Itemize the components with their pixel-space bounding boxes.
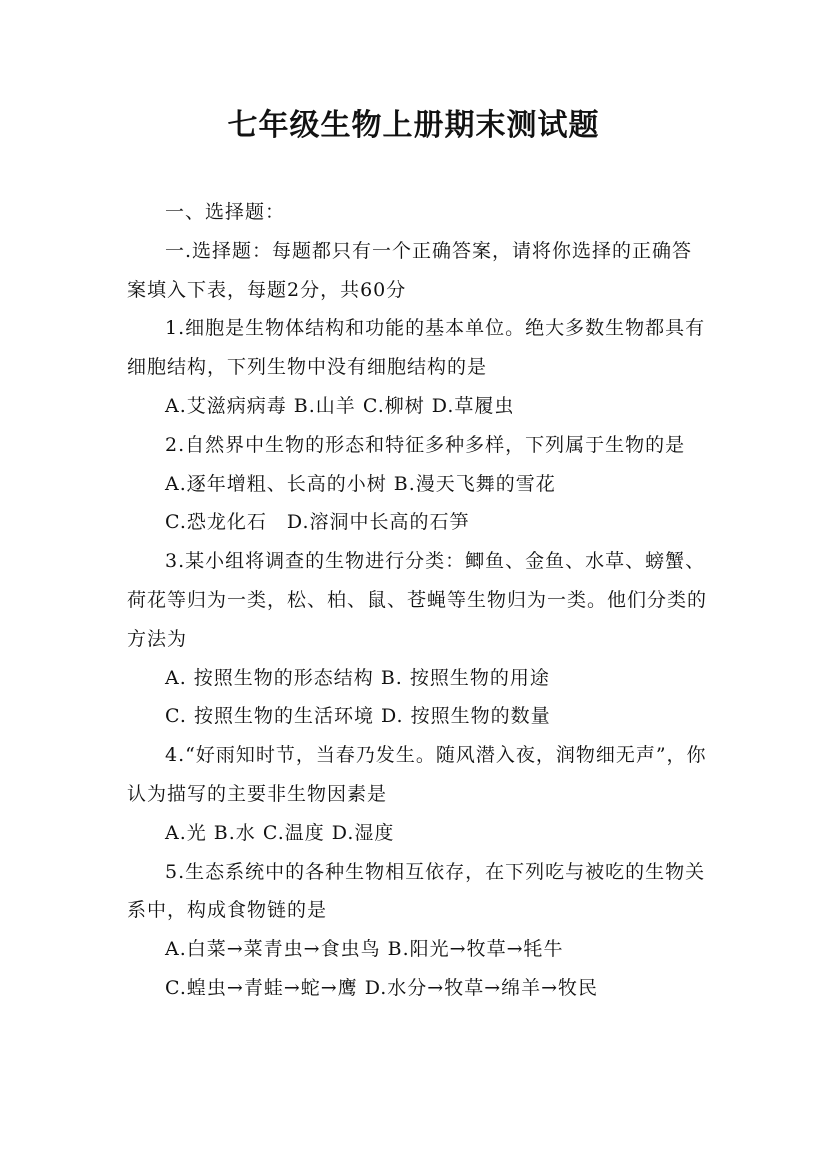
question-5-options-cd: C.蝗虫→青蛙→蛇→鹰 D.水分→牧草→绵羊→牧民 <box>165 976 599 999</box>
question-3: 3.某小组将调查的生物进行分类：鲫鱼、金鱼、水草、螃蟹、荷花等归为一类，松、柏、鼠、苍蝇等生物归为一类。他们分类的方法为 <box>127 550 708 650</box>
question-5: 5.生态系统中的各种生物相互依存，在下列吃与被吃的生物关系中，构成食物链的是 <box>127 860 706 922</box>
question-5-options-ab: A.白菜→菜青虫→食虫鸟 B.阳光→牧草→牦牛 <box>165 938 564 961</box>
question-3-options-cd: C. 按照生物的生活环境 D. 按照生物的数量 <box>165 705 551 728</box>
document-title: 七年级生物上册期末测试题 <box>227 108 600 143</box>
instructions-paragraph: 一.选择题：每题都只有一个正确答案，请将你选择的正确答案填入下表，每题2分，共60分 <box>127 239 693 301</box>
section-heading: 一、选择题： <box>165 201 286 223</box>
question-4-options: A.光 B.水 C.温度 D.湿度 <box>165 821 395 844</box>
question-4: 4.“好雨知时节，当春乃发生。随风潜入夜，润物细无声”，你认为描写的主要非生物因素是 <box>127 744 707 805</box>
question-2-options-ab: A.逐年增粗、长高的小树 B.漫天飞舞的雪花 <box>165 472 556 495</box>
question-2: 2.自然界中生物的形态和特征多种多样，下列属于生物的是 <box>165 433 686 456</box>
question-3-options-ab: A. 按照生物的形态结构 B. 按照生物的用途 <box>165 666 550 689</box>
document-body <box>127 193 707 1008</box>
question-1: 1.细胞是生物体结构和功能的基本单位。绝大多数生物都具有细胞结构，下列生物中没有细胞结构的是 <box>127 317 706 379</box>
question-1-options: A.艾滋病病毒 B.山羊 C.柳树 D.草履虫 <box>165 394 515 417</box>
question-2-options-cd: C.恐龙化石 D.溶洞中长高的石笋 <box>165 511 470 534</box>
